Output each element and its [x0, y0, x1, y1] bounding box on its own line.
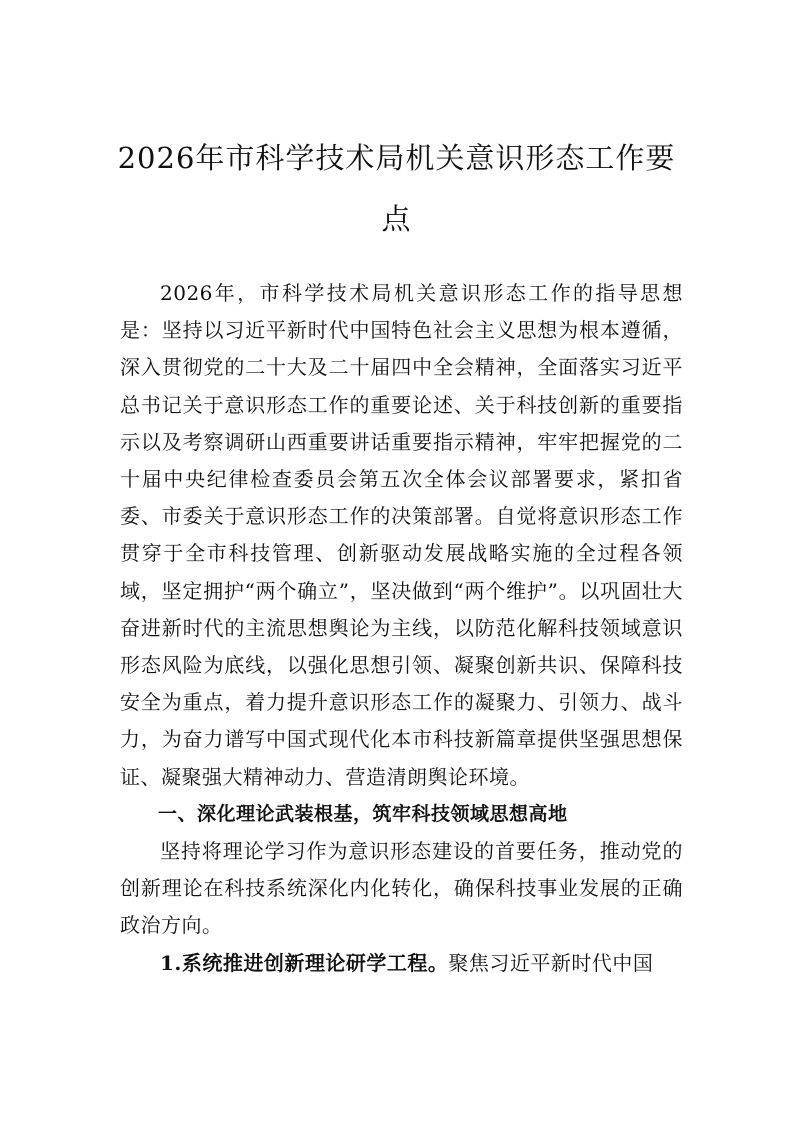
- item-1-paragraph: [120, 945, 683, 982]
- document-body: [120, 275, 683, 982]
- document-title: [110, 128, 683, 250]
- section-1-paragraph: 坚持将理论学习作为意识形态建设的首要任务，推动党的创新理论在科技系统深化内化转化，确保科技事业发展的正确政治方向。: [120, 839, 683, 938]
- title-line-2: 点: [381, 202, 412, 236]
- item-1-lead: 1.系统推进创新理论研学工程。: [160, 950, 449, 975]
- item-1-text: 聚焦习近平新时代中国: [448, 950, 654, 975]
- title-line-1: 2026年市科学技术局机关意识形态工作要: [117, 141, 676, 175]
- section-1-heading: 一、深化理论武装根基，筑牢科技领域思想高地: [158, 802, 568, 825]
- intro-paragraph: 2026年，市科学技术局机关意识形态工作的指导思想是：坚持以习近平新时代中国特色社会主义思想为根本遵循，深入贯彻党的二十大及二十届四中全会精神，全面落实习近平总书记关于意识形态工作的重要论述、关于科技创新的重要指示以及考察调研山西重要讲话重要指示精神，牢牢把握党的二十届中央纪律检查委员会第五次全体会议部署要求，紧扣省委、市委关于意识形态工作的决策部署。自觉将意识形态工作贯穿于全市科技管理、创新驱动发展战略实施的全过程各领域，坚定拥护“两个确立”，坚决做到“两个维护”。以巩固壮大奋进新时代的主流思想舆论为主线，以防范化解科技领域意识形态风险为底线，以强化思想引领、凝聚创新共识、保障科技安全为重点，着力提升意识形态工作的凝聚力、引领力、战斗力，为奋力谱写中国式现代化本市科技新篇章提供坚强思想保证、凝聚强大精神动力、营造清朗舆论环境。: [120, 281, 683, 789]
